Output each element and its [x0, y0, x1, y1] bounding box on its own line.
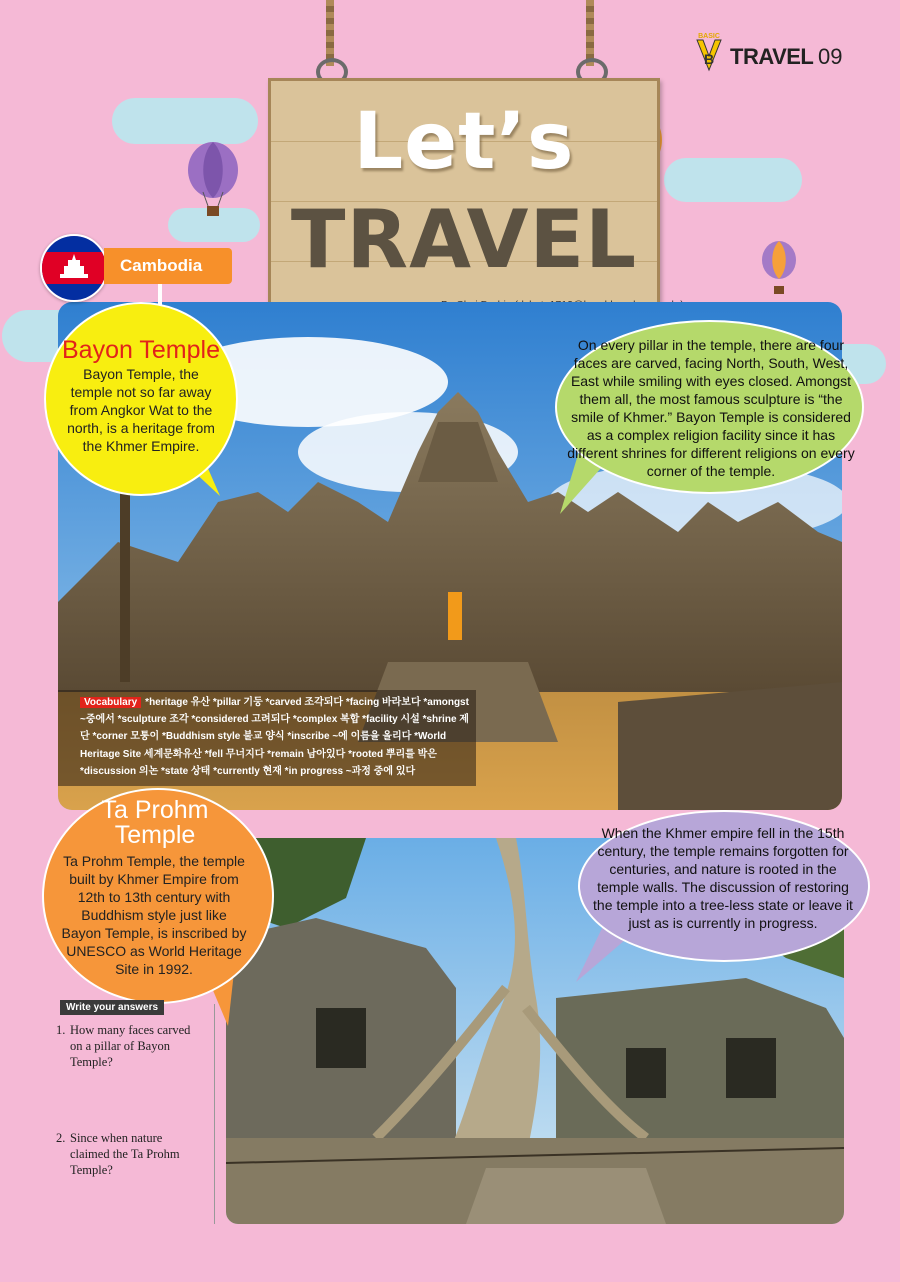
write-answers-label: Write your answers [60, 1000, 164, 1015]
vocabulary-label: Vocabulary [80, 697, 141, 708]
vocabulary-list: *heritage 유산 *pillar 기둥 *carved 조각되다 *facing 바라보다 *amongst ~중에서 *sculpture 조각 *considered 고려되다 *complex 복합 *facility 시설 *shrine 제단 *corner 모퉁이 *Buddhism style 불교 양식 *inscribe ~에 이름을 올리다 *World Heritage Site 세계문화유산 *fell 무너지다 *remain 남아있다 *rooted 뿌리를 박은 *discussion 의논 *state 상태 *currently 현재 *in progress ~과정 중에 있다 [80, 697, 469, 777]
title-sign [268, 78, 660, 326]
column-divider [214, 1004, 215, 1224]
hanging-rope [586, 0, 594, 66]
taprohm-intro-text: Ta Prohm Temple, the temple built by Khmer Empire from 12th to 13th century with Buddhism style just like Bayon Temple, is inscribed by UNESCO as World Heritage Site in 1992. [61, 853, 247, 977]
section-label: TRAVEL [730, 44, 814, 69]
question-1 [56, 1022, 196, 1070]
page-number: 09 [818, 44, 843, 69]
page-title-line1: Let’s [353, 97, 575, 187]
country-label: Cambodia [120, 256, 203, 275]
cloud-decoration [664, 158, 802, 202]
question-2 [56, 1130, 196, 1178]
cloud-decoration [112, 98, 258, 144]
question-number: 2. [56, 1131, 66, 1145]
cambodia-flag-icon [40, 234, 108, 302]
bayon-title: Bayon Temple [62, 336, 220, 364]
question-text: How many faces carved on a pillar of Bayon Temple? [70, 1023, 191, 1069]
bayon-detail-text: On every pillar in the temple, there are four faces are carved, facing North, South, West, East while smiling with eyes closed. Amongst them all, the most famous sculpture is “the smile of Khmer.” Bayon Temple is considered as a complex religion facility since it has different shrines for different religions on every corner of the temple. [567, 337, 855, 479]
purple-balloon-icon [186, 140, 240, 218]
vocabulary-text [80, 694, 470, 780]
question-number: 1. [56, 1023, 66, 1037]
bayon-intro-text: Bayon Temple, the temple not so far away from Angkor Wat to the north, is a heritage from the Khmer Empire. [67, 366, 215, 454]
taprohm-detail-text: When the Khmer empire fell in the 15th century, the temple remains forgotten for centuries, and nature is rooted in the temple walls. The discussion of restoring the temple into a tree-less state or leave it just as is currently in progress. [593, 825, 853, 931]
svg-text:BASIC: BASIC [698, 33, 720, 40]
small-balloon-icon [760, 240, 798, 296]
page-title-line2: TRAVEL [290, 193, 638, 286]
taprohm-title: Ta Prohm Temple [101, 796, 209, 849]
brand-logo-icon [694, 30, 724, 72]
question-text: Since when nature claimed the Ta Prohm Temple? [70, 1131, 180, 1177]
hanging-rope [326, 0, 334, 66]
svg-text:B: B [703, 51, 715, 67]
